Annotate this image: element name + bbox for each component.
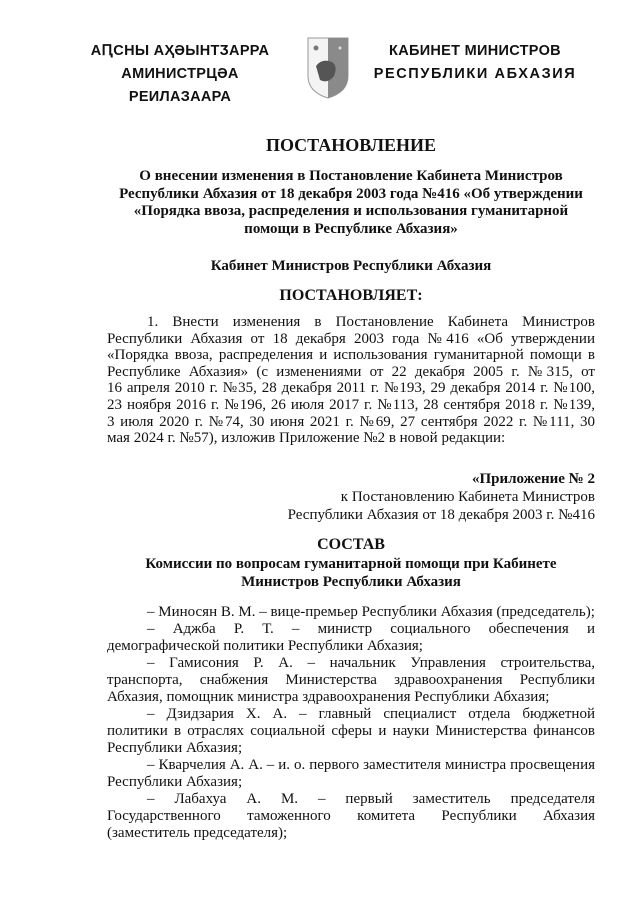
- paragraph-line: 3 июля 2020 г. №74, 30 июня 2021 г. №69, 27 сентября 2022 г. №111, 30: [107, 413, 595, 430]
- member-item: [107, 757, 595, 791]
- paragraph-line: 1. Внести изменения в Постановление Кабинета Министров: [147, 314, 595, 330]
- document-subtitle: [107, 168, 595, 238]
- subtitle-line: Республики Абхазия от 18 декабря 2003 года №416 «Об утверждении: [119, 185, 583, 202]
- member-line: (заместитель председателя);: [107, 825, 288, 841]
- member-line: – Кварчелия А. А. – и. о. первого заместителя министра просвещения: [147, 757, 595, 773]
- member-line: – Дзидзария Х. А. – главный специалист отдела бюджетной: [147, 706, 595, 722]
- header-left: [70, 40, 290, 109]
- subtitle-line: «Порядка ввоза, распределения и использования гуманитарной: [133, 203, 569, 219]
- member-line: Республики Абхазия;: [107, 774, 243, 790]
- paragraph-line: мая 2024 г. №57), изложив Приложение №2 в новой редакции:: [107, 430, 506, 447]
- header-right-line: КАБИНЕТ МИНИСТРОВ: [389, 43, 561, 59]
- member-line: политики в отраслях социальной сферы и науки Министерства финансов: [107, 723, 595, 739]
- member-item: [107, 604, 595, 621]
- header-left-line: АԤСНЫ АҲӘЫНТӠАРРА: [90, 43, 270, 59]
- header-right: [370, 40, 580, 86]
- composition-subtitle-line: Министров Республики Абхазия: [241, 573, 461, 590]
- appendix-line: Республики Абхазия от 18 декабря 2003 г. №416: [287, 507, 595, 523]
- composition-subtitle: [107, 556, 595, 591]
- member-line: демографической политики Республики Абхазия;: [107, 638, 423, 654]
- member-line: Государственного таможенного комитета Республики Абхазия: [107, 808, 595, 824]
- paragraph-1: [107, 314, 595, 447]
- member-line: – Миносян В. М. – вице-премьер Республики Абхазия (председатель);: [147, 604, 595, 620]
- member-line: – Гамисония Р. А. – начальник Управления строительства,: [147, 655, 595, 671]
- member-item: [107, 791, 595, 842]
- appendix-title: «Приложение № 2: [471, 471, 595, 487]
- composition-title: СОСТАВ: [317, 536, 385, 553]
- member-line: – Аджба Р. Т. – министр социального обеспечения и: [147, 621, 595, 637]
- member-line: Республики Абхазия;: [107, 740, 243, 756]
- paragraph-line: 16 апреля 2010 г. №35, 28 декабря 2011 г. №193, 29 декабря 2014 г. №100,: [107, 380, 595, 397]
- member-item: [107, 706, 595, 757]
- header-left-line: АМИНИСТРЦӘА РЕИЛАЗААРА: [121, 66, 239, 105]
- resolves-heading: ПОСТАНОВЛЯЕТ:: [279, 287, 423, 304]
- appendix-block: [107, 470, 595, 524]
- member-item: [107, 655, 595, 706]
- subtitle-line: помощи в Республике Абхазия»: [244, 220, 458, 237]
- issuer: Кабинет Министров Республики Абхазия: [210, 258, 492, 274]
- member-item: [107, 621, 595, 655]
- member-line: транспорта, снабжения Министерства здравоохранения Республики: [107, 672, 595, 688]
- paragraph-line: «Порядка ввоза, распределения и использования гуманитарной помощи в: [107, 347, 595, 364]
- subtitle-line: О внесении изменения в Постановление Кабинета Министров: [139, 168, 563, 184]
- member-line: – Лабахуа А. М. – первый заместитель председателя: [147, 791, 595, 807]
- member-line: Абхазия, помощник министра здравоохранения Республики Абхазия;: [107, 689, 550, 705]
- paragraph-line: Республики Абхазия от 18 декабря 2003 года №416 «Об утверждении: [107, 330, 595, 347]
- document-title: ПОСТАНОВЛЕНИЕ: [265, 135, 437, 155]
- appendix-line: к Постановлению Кабинета Министров: [340, 489, 595, 505]
- paragraph-line: 23 ноября 2016 г. №196, 26 июля 2017 г. №113, 28 сентября 2018 г. №139,: [107, 396, 595, 413]
- header-right-line: РЕСПУБЛИКИ АБХАЗИЯ: [373, 66, 577, 82]
- paragraph-line: Республике Абхазия» (с изменениями от 22 декабря 2005 г. №315, от: [107, 363, 595, 380]
- members-list: [107, 604, 595, 842]
- composition-subtitle-line: Комиссии по вопросам гуманитарной помощи при Кабинете: [145, 556, 557, 572]
- emblem: [306, 36, 350, 100]
